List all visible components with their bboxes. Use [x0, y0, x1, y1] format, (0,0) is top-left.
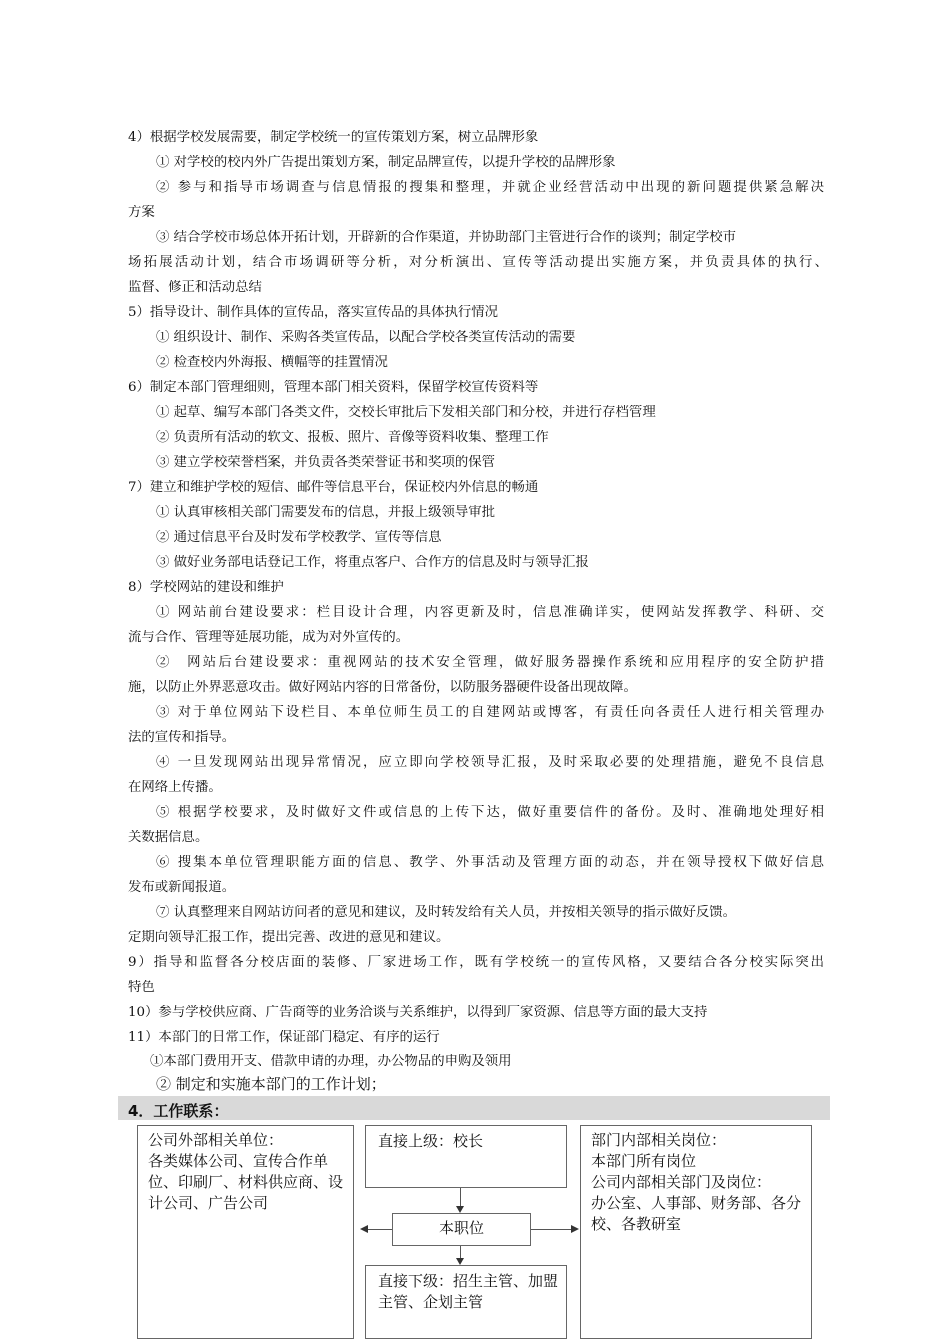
item-5-2: ② 检查校内外海报、横幅等的挂置情况 [156, 355, 388, 370]
item-8-2-line2: 施，以防止外界恶意攻击。做好网站内容的日常备份，以防服务器硬件设备出现故障。 [128, 680, 637, 695]
item-11-heading: 11）本部门的日常工作，保证部门稳定、有序的运行 [128, 1030, 440, 1045]
internal-label-1: 部门内部相关岗位： [591, 1131, 727, 1149]
internal-label-2: 公司内部相关部门及岗位： [591, 1173, 772, 1191]
external-units-content: 各类媒体公司、宣传合作单位、印刷厂、材料供应商、设计公司、广告公司 [148, 1152, 344, 1212]
item-7-2: ② 通过信息平台及时发布学校教学、宣传等信息 [156, 530, 442, 545]
arrow-down-icon [456, 1206, 464, 1213]
item-8-3-line2: 法的宣传和指导。 [128, 730, 236, 745]
item-8-1-line1: ① 网站前台建设要求：栏目设计合理，内容更新及时，信息准确详实，使网站发挥教学、科研、交 [156, 605, 824, 620]
connector-position-to-external [368, 1229, 392, 1230]
item-7-1: ① 认真审核相关部门需要发布的信息，并报上级领导审批 [156, 505, 496, 520]
item-8-6-line1: ⑥ 搜集本单位管理职能方面的信息、教学、外事活动及管理方面的动态，并在领导授权下做好信息 [156, 855, 824, 870]
item-8-1-line2: 流与合作、管理等延展功能，成为对外宣传的。 [128, 630, 410, 645]
external-units-label: 公司外部相关单位： [148, 1131, 284, 1149]
item-8-4-line2: 在网络上传播。 [128, 780, 222, 795]
item-4-2-line2: 方案 [128, 205, 155, 220]
item-5-1: ① 组织设计、制作、采购各类宣传品，以配合学校各类宣传活动的需要 [156, 330, 576, 345]
connector-position-to-subordinate [460, 1246, 461, 1258]
item-4-3-line1 [156, 230, 828, 246]
item-8-3-line1: ③ 对于单位网站下设栏目、本单位师生员工的自建网站或博客，有责任向各责任人进行相关管理办 [156, 705, 824, 720]
item-8-4-line1: ④ 一旦发现网站出现异常情况，应立即向学校领导汇报，及时采取必要的处理措施，避免不良信息 [156, 755, 824, 770]
item-7-heading: 7）建立和维护学校的短信、邮件等信息平台，保证校内外信息的畅通 [128, 480, 539, 495]
item-4-heading: 4）根据学校发展需要，制定学校统一的宣传策划方案，树立品牌形象 [128, 130, 539, 145]
direct-superior-box [365, 1125, 567, 1188]
item-11-2: ② 制定和实施本部门的工作计划； [156, 1076, 386, 1092]
item-9-line2: 特色 [128, 980, 155, 995]
item-4-3-line3: 监督、修正和活动总结 [128, 280, 262, 295]
item-4-2-line1: ② 参与和指导市场调查与信息情报的搜集和整理，并就企业经营活动中出现的新问题提供紧急解决 [156, 180, 824, 195]
internal-content-1: 本部门所有岗位 [591, 1152, 697, 1170]
internal-content-2: 办公室、人事部、财务部、各分校、各教研室 [591, 1194, 802, 1233]
item-8-2-line1: ② 网站后台建设要求：重视网站的技术安全管理，做好服务器操作系统和应用程序的安全防护措 [156, 655, 824, 670]
item-4-3-part3: 制定学校市 [669, 230, 737, 245]
arrow-right-icon [571, 1225, 579, 1233]
direct-subordinate-text: 直接下级：招生主管、加盟主管、企划主管 [378, 1272, 559, 1311]
item-6-3: ③ 建立学校荣誉档案，并负责各类荣誉证书和奖项的保管 [156, 455, 496, 470]
item-4-1: ① 对学校的校内外广告提出策划方案，制定品牌宣传，以提升学校的品牌形象 [156, 155, 616, 170]
arrow-down-icon [456, 1258, 464, 1265]
item-6-2: ② 负责所有活动的软文、报板、照片、音像等资料收集、整理工作 [156, 430, 549, 445]
this-position-text: 本职位 [438, 1219, 484, 1237]
item-6-1: ① 起草、编写本部门各类文件，交校长审批后下发相关部门和分校，并进行存档管理 [156, 405, 656, 420]
item-4-3-part2: 开辟新的合作渠道，并协助部门主管进行合作的谈判； [347, 230, 670, 245]
external-units-box [137, 1125, 354, 1339]
item-8-7-line2: 定期向领导汇报工作，提出完善、改进的意见和建议。 [128, 930, 450, 945]
connector-position-to-internal [531, 1229, 572, 1230]
item-8-5-line1: ⑤ 根据学校要求，及时做好文件或信息的上传下达，做好重要信件的备份。及时、准确地处理好相 [156, 805, 824, 820]
item-8-6-line2: 发布或新闻报道。 [128, 880, 236, 895]
item-4-3-part1: ③ 结合学校市场总体开拓计划， [156, 230, 348, 245]
this-position-box [392, 1213, 531, 1246]
direct-subordinate-box [365, 1265, 567, 1339]
item-8-5-line2: 关数据信息。 [128, 830, 209, 845]
item-8-7-line1: ⑦ 认真整理来自网站访问者的意见和建议，及时转发给有关人员，并按相关领导的指示做好反馈。 [156, 905, 737, 920]
item-4-3-line2: 场拓展活动计划，结合市场调研等分析，对分析演出、宣传等活动提出实施方案，并负责具体的执行、 [128, 255, 828, 270]
connector-superior-to-position [460, 1188, 461, 1206]
section-title: 4．工作联系： [128, 1102, 229, 1120]
item-6-heading: 6）制定本部门管理细则，管理本部门相关资料，保留学校宣传资料等 [128, 380, 539, 395]
item-8-heading: 8）学校网站的建设和维护 [128, 580, 284, 595]
direct-superior-text: 直接上级：校长 [378, 1132, 484, 1150]
item-9-line1: 9）指导和监督各分校店面的装修、厂家进场工作，既有学校统一的宣传风格，又要结合各分校实际突出 [128, 955, 824, 970]
item-7-3: ③ 做好业务部电话登记工作，将重点客户、合作方的信息及时与领导汇报 [156, 555, 589, 570]
arrow-left-icon [360, 1225, 368, 1233]
internal-departments-box [580, 1125, 812, 1339]
item-10: 10）参与学校供应商、广告商等的业务洽谈与关系维护，以得到厂家资源、信息等方面的最大支持 [128, 1005, 708, 1020]
item-11-1: ①本部门费用开支、借款申请的办理，办公物品的申购及领用 [150, 1054, 512, 1069]
item-5-heading: 5）指导设计、制作具体的宣传品，落实宣传品的具体执行情况 [128, 305, 499, 320]
